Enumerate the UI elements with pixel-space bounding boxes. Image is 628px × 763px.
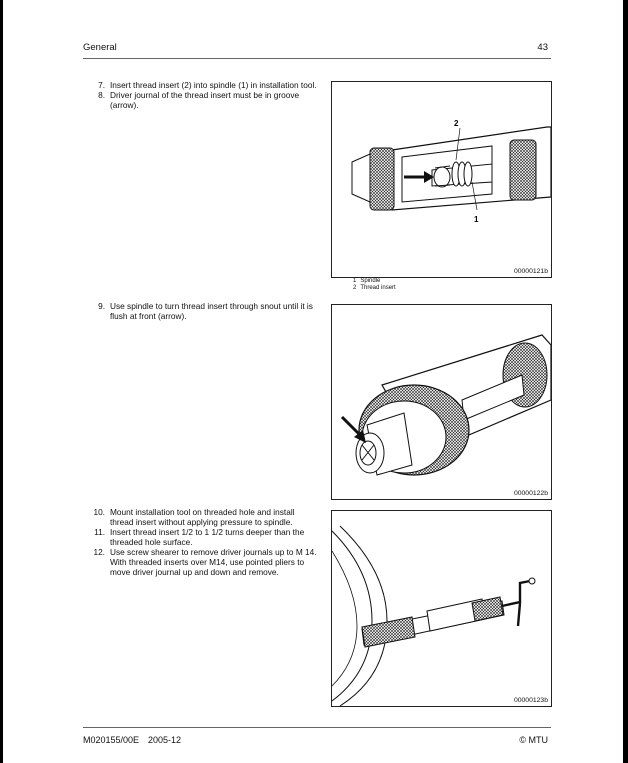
figure-2-id: 00000122b — [513, 490, 548, 497]
installation-tool-illustration-3 — [332, 511, 551, 706]
steps-group-3 — [89, 507, 319, 577]
step-10: 10. Mount installation tool on threaded hole and install thread insert without applying pressure to spindle. — [93, 507, 295, 527]
section-title: General — [83, 42, 117, 53]
installation-tool-illustration-1 — [332, 82, 551, 277]
figure-1-id: 00000121b — [513, 268, 548, 275]
callout-1: 1 — [474, 215, 479, 224]
manual-page — [3, 0, 623, 763]
step-11: 11. Insert thread insert 1/2 to 1 1/2 turns deeper than the threaded hole surface. — [94, 527, 305, 547]
figure-3-install-in-hole — [331, 510, 552, 707]
step-7: 7. Insert thread insert (2) into spindle (1) in installation tool. — [98, 80, 317, 90]
installation-tool-illustration-2 — [332, 305, 551, 499]
legend-item-spindle: 1 Spindle — [353, 278, 381, 284]
doc-date: 2005-12 — [148, 735, 182, 745]
copyright-brand: © MTU — [519, 735, 548, 745]
figure-1-spindle-insert — [331, 81, 552, 278]
figure-3-id: 00000123b — [513, 697, 548, 704]
header-rule — [83, 58, 551, 59]
figure-2-snout-flush — [331, 304, 552, 500]
page-number: 43 — [537, 42, 548, 53]
callout-2: 2 — [454, 119, 459, 128]
figure-1-legend — [353, 278, 400, 292]
legend-item-thread-insert: 2 Thread insert — [353, 285, 396, 291]
doc-number: M020155/00E — [83, 735, 140, 745]
steps-group-1 — [89, 80, 319, 110]
step-12: 12. Use screw shearer to remove driver journals up to M 14. With threaded inserts over M14, use pointed pliers to move driver journal up and down and remove. — [93, 547, 317, 577]
step-8: 8. Driver journal of the thread insert must be in groove (arrow). — [98, 90, 300, 110]
steps-group-2 — [89, 301, 319, 321]
footer-rule — [83, 727, 551, 728]
step-9: 9. Use spindle to turn thread insert through snout until it is flush at front (arrow). — [98, 301, 313, 321]
